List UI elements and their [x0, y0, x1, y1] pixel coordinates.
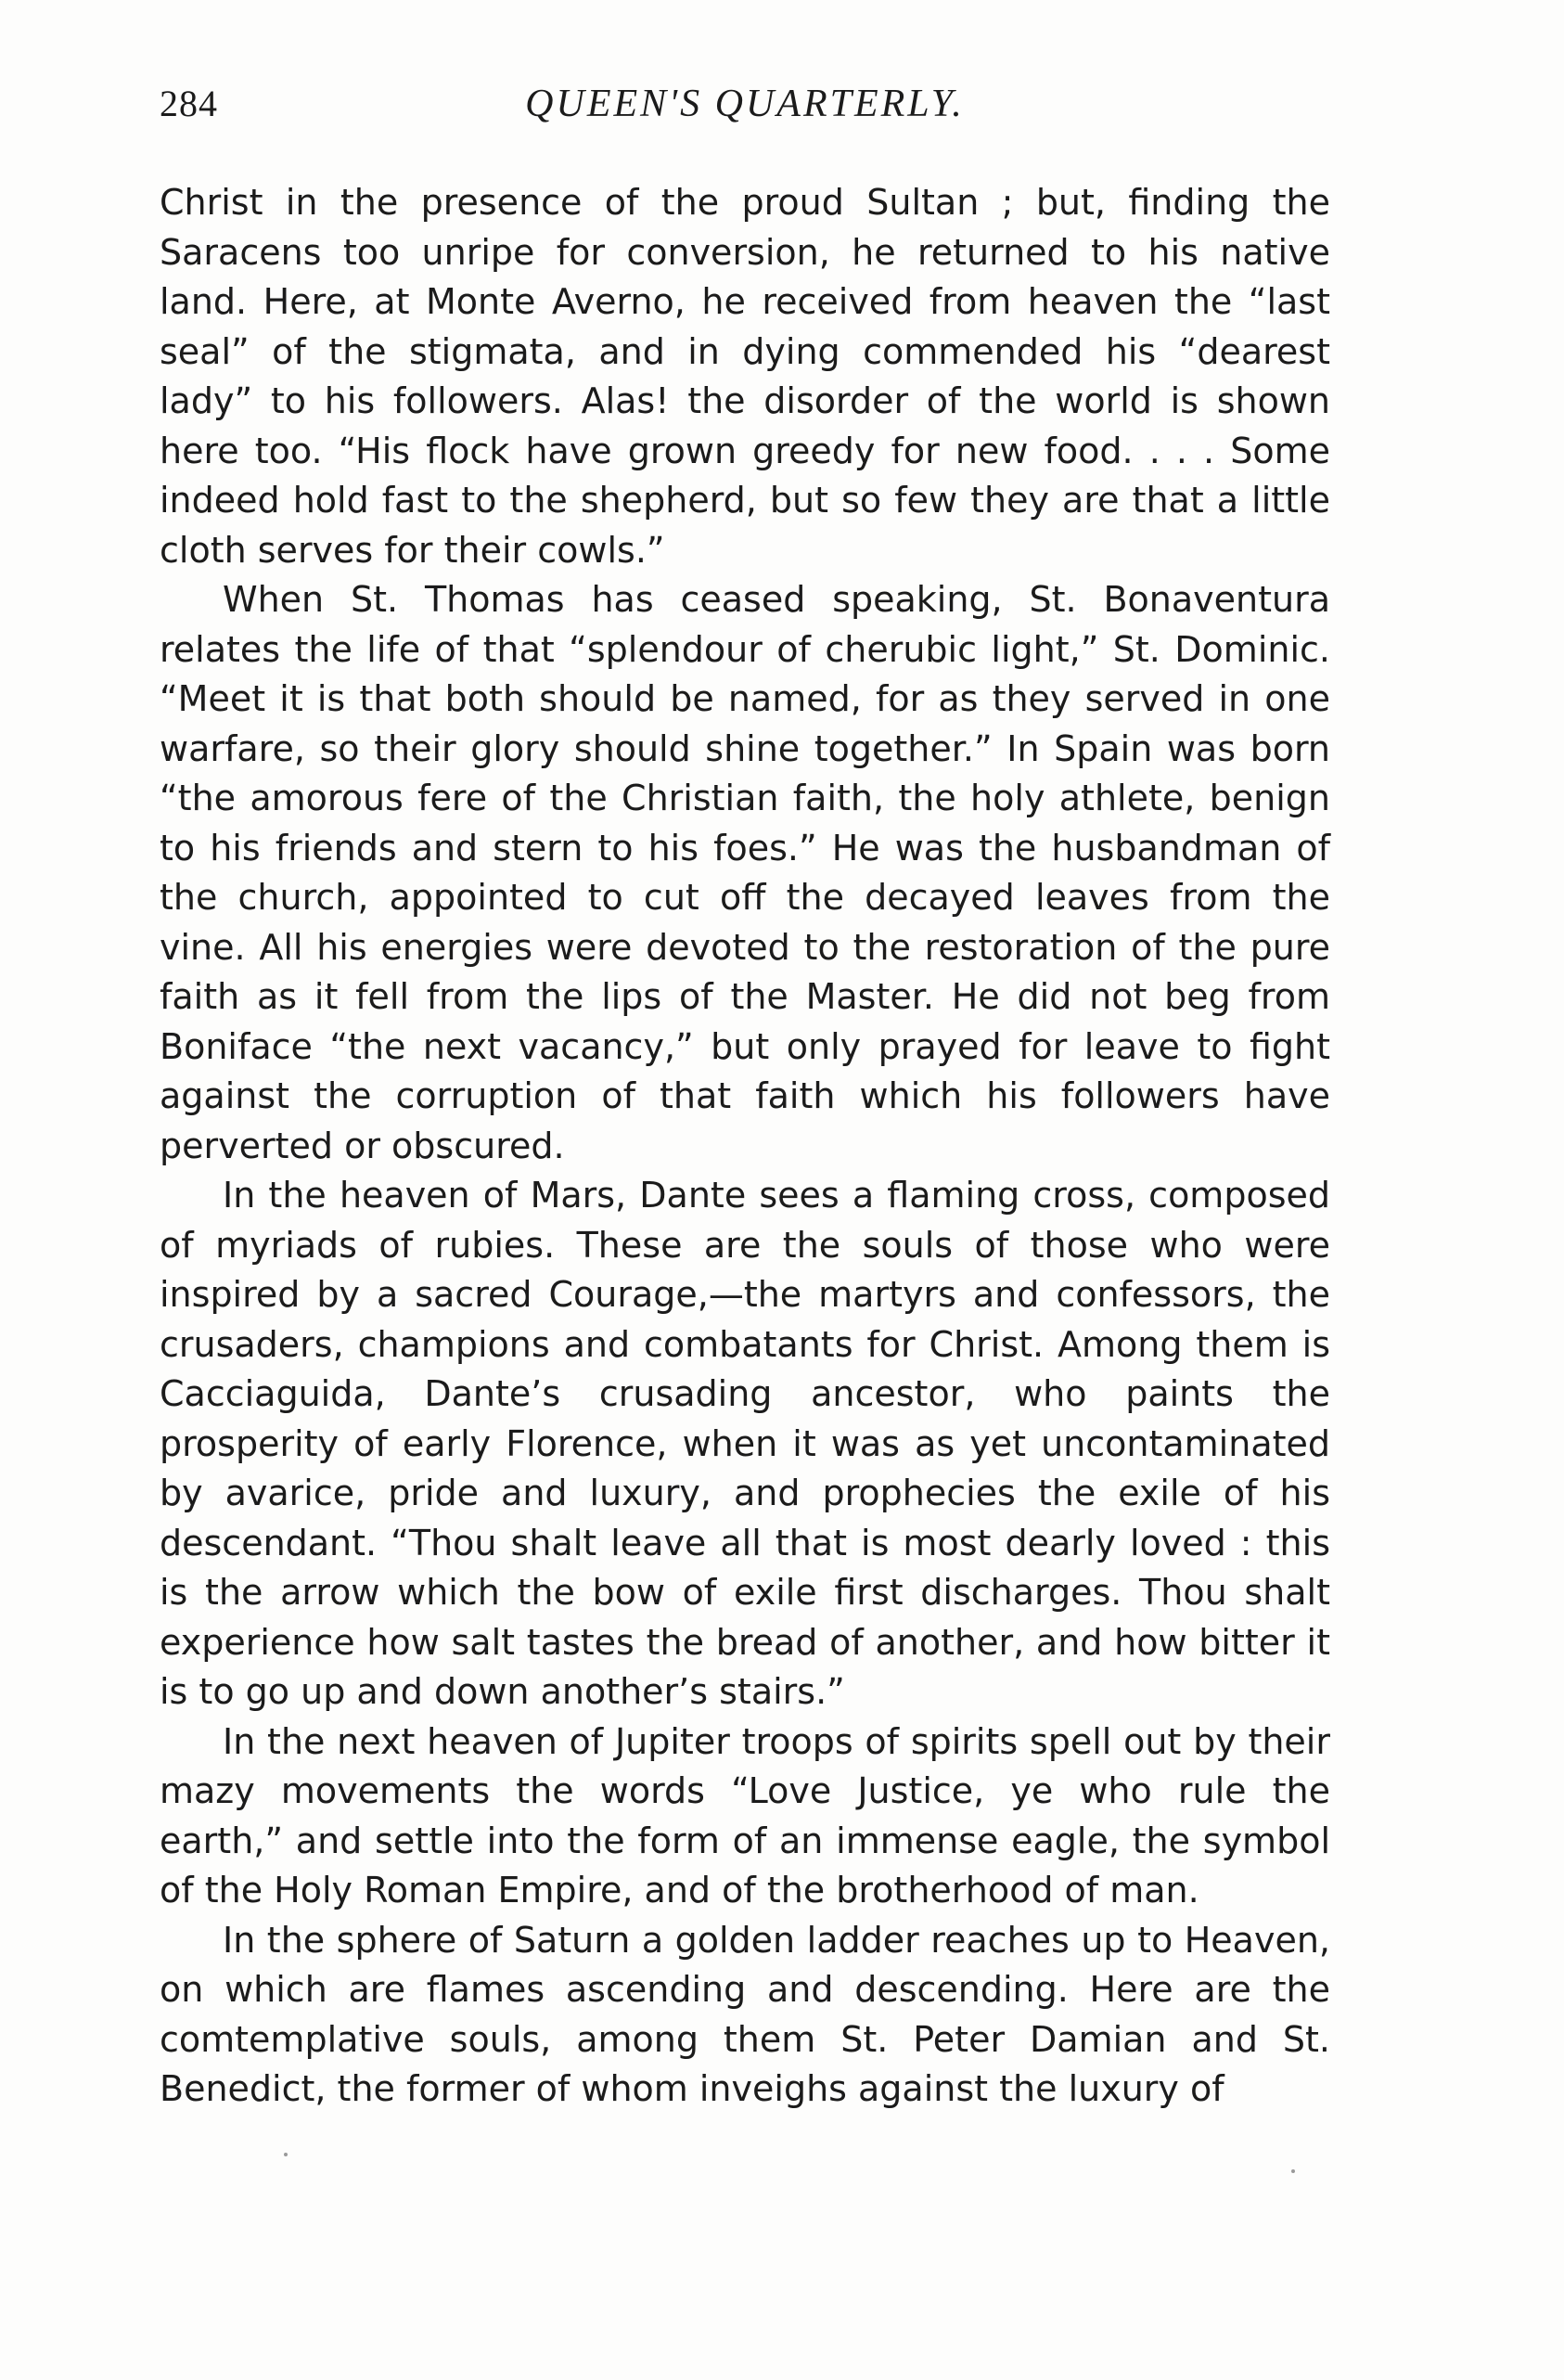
page-header: [160, 82, 1330, 141]
paragraph: In the heaven of Mars, Dante sees a flaming cross, composed of myriads of rubies. These are the souls of those who were inspired by a sacred Courage,—the martyrs and confessors, the crusaders, champions and combatants for Christ. Among them is Cacciaguida, Dante’s crusading ancestor, who paints the prosperity of early Florence, when it was as yet uncontaminated by avarice, pride and luxury, and prophecies the exile of his descendant. “Thou shalt leave all that is most dearly loved : this is the arrow which the bow of exile first discharges. Thou shalt experience how salt tastes the bread of another, and how bitter it is to go up and down another’s stairs.”: [160, 1175, 1330, 1712]
scan-speck: [284, 2153, 288, 2156]
paragraph: In the next heaven of Jupiter troops of spirits spell out by their mazy movements the words “Love Justice, ye who rule the earth,” and settle into the form of an immense eagle, the symbol of the Holy Roman Empire, and of the brotherhood of man.: [160, 1720, 1330, 1910]
page-number: 284: [160, 83, 218, 124]
paragraph: Christ in the presence of the proud Sultan ; but, finding the Saracens too unripe for conversion, he returned to his native land. Here, at Monte Averno, he received from heaven the “last seal” of the stigmata, and in dying commended his “dearest lady” to his followers. Alas! the disorder of the world is shown here too. “His flock have grown greedy for new food. . . . Some indeed hold fast to the shepherd, but so few they are that a little cloth serves for their cowls.”: [160, 182, 1330, 571]
scan-speck: [1291, 2169, 1295, 2173]
body-text: [160, 178, 1330, 2115]
paragraph: When St. Thomas has ceased speaking, St. Bonaventura relates the life of that “splendour of cherubic light,” St. Dominic. “Meet it is that both should be named, for as they served in one warfare, so their glory should shine together.” In Spain was born “the amorous fere of the Christian faith, the holy athlete, benign to his friends and stern to his foes.” He was the husbandman of the church, appointed to cut off the decayed leaves from the vine. All his energies were devoted to the restoration of the pure faith as it fell from the lips of the Master. He did not beg from Boniface “the next vacancy,” but only prayed for leave to fight against the corruption of that faith which his followers have perverted or obscured.: [160, 579, 1330, 1166]
paragraph: In the sphere of Saturn a golden ladder reaches up to Heaven, on which are flames ascending and descending. Here are the comtemplative souls, among them St. Peter Damian and St. Benedict, the former of whom inveighs against the luxury of: [160, 1919, 1330, 2109]
running-title: QUEEN'S QUARTERLY.: [525, 83, 965, 125]
